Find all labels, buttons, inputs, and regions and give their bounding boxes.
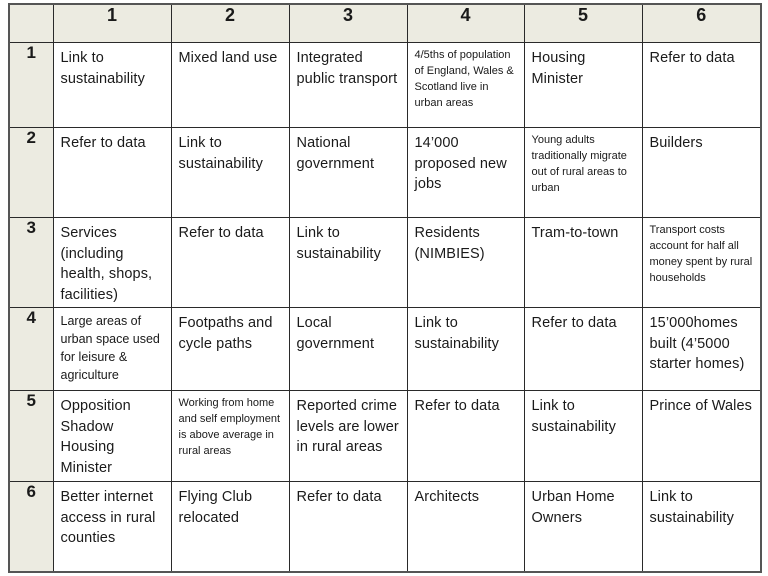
cell-text: Large areas of urban space used for leisure & agriculture — [60, 314, 160, 382]
cell-text: Link to sustainability — [178, 135, 263, 172]
corner-cell — [9, 4, 53, 43]
grid-cell — [407, 218, 524, 308]
cell-text: Working from home and self employment is above average in rural areas — [178, 397, 280, 457]
column-header-1: 1 — [53, 4, 171, 43]
grid-cell — [642, 391, 761, 482]
grid-cell — [524, 308, 642, 391]
grid-cell — [53, 308, 171, 391]
row-header-1: 1 — [9, 43, 53, 128]
cell-text: Flying Club relocated — [178, 489, 253, 526]
grid-cell — [289, 482, 407, 572]
cell-text: Link to sustainability — [60, 50, 145, 87]
grid-cell — [53, 482, 171, 572]
table-row-2 — [9, 128, 761, 218]
grid-cell — [642, 482, 761, 572]
cell-text: Tram-to-town — [531, 225, 619, 241]
grid-cell — [407, 128, 524, 218]
cell-text: Link to sustainability — [414, 315, 499, 352]
grid-cell — [407, 43, 524, 128]
cell-text: Housing Minister — [531, 50, 586, 87]
grid-cell — [289, 128, 407, 218]
grid-cell — [289, 308, 407, 391]
grid-cell — [171, 308, 289, 391]
column-header-3: 3 — [289, 4, 407, 43]
row-header-3: 3 — [9, 218, 53, 308]
cell-text: Link to sustainability — [649, 489, 734, 526]
grid-cell — [53, 128, 171, 218]
table-row-6 — [9, 482, 761, 572]
grid-cell — [407, 308, 524, 391]
grid-cell — [171, 391, 289, 482]
cell-text: Transport costs account for half all money spent by rural households — [649, 224, 753, 284]
cell-text: Services (including health, shops, facilities) — [60, 225, 153, 303]
grid-cell — [642, 128, 761, 218]
grid-cell — [53, 43, 171, 128]
cell-text: Opposition Shadow Housing Minister — [60, 398, 131, 476]
cell-text: Footpaths and cycle paths — [178, 315, 273, 352]
grid-cell — [171, 482, 289, 572]
grid-cell — [407, 391, 524, 482]
cell-text: 14’000 proposed new jobs — [414, 135, 507, 192]
grid-cell — [524, 128, 642, 218]
cell-text: Prince of Wales — [649, 398, 752, 414]
cell-text: Refer to data — [649, 50, 735, 66]
row-header-6: 6 — [9, 482, 53, 572]
grid-cell — [171, 218, 289, 308]
column-header-2: 2 — [171, 4, 289, 43]
cell-text: Refer to data — [296, 489, 382, 505]
table-row-3 — [9, 218, 761, 308]
grid-cell — [524, 43, 642, 128]
cell-text: Better internet access in rural counties — [60, 489, 156, 546]
cell-text: 15’000homes built (4’5000 starter homes) — [649, 315, 745, 372]
column-header-5: 5 — [524, 4, 642, 43]
grid-cell — [289, 43, 407, 128]
grid-cell — [171, 128, 289, 218]
grid-cell — [524, 391, 642, 482]
column-header-row — [9, 4, 761, 43]
cell-text: Residents (NIMBIES) — [414, 225, 485, 262]
row-header-5: 5 — [9, 391, 53, 482]
table-row-1 — [9, 43, 761, 128]
cell-text: Refer to data — [414, 398, 500, 414]
grid-cell — [642, 218, 761, 308]
cell-text: Architects — [414, 489, 480, 505]
table-row-4 — [9, 308, 761, 391]
cell-text: Integrated public transport — [296, 50, 398, 87]
row-header-4: 4 — [9, 308, 53, 391]
sustainability-grid-table — [8, 3, 762, 573]
cell-text: Refer to data — [531, 315, 617, 331]
grid-cell — [407, 482, 524, 572]
cell-text: Refer to data — [60, 135, 146, 151]
grid-cell — [289, 218, 407, 308]
row-header-2: 2 — [9, 128, 53, 218]
column-header-6: 6 — [642, 4, 761, 43]
grid-cell — [642, 308, 761, 391]
grid-cell — [53, 218, 171, 308]
cell-text: Local government — [296, 315, 375, 352]
cell-text: National government — [296, 135, 375, 172]
column-header-4: 4 — [407, 4, 524, 43]
cell-text: Refer to data — [178, 225, 264, 241]
grid-cell — [171, 43, 289, 128]
cell-text: Link to sustainability — [531, 398, 616, 435]
grid-cell — [53, 391, 171, 482]
cell-text: Young adults traditionally migrate out of rural areas to urban — [531, 134, 627, 194]
cell-text: Link to sustainability — [296, 225, 381, 262]
cell-text: Builders — [649, 135, 703, 151]
cell-text: Mixed land use — [178, 50, 278, 66]
grid-cell — [289, 391, 407, 482]
grid-cell — [524, 482, 642, 572]
cell-text: 4/5ths of population of England, Wales & Scotland live in urban areas — [414, 49, 514, 109]
grid-cell — [642, 43, 761, 128]
table-row-5 — [9, 391, 761, 482]
grid-cell — [524, 218, 642, 308]
cell-text: Reported crime levels are lower in rural areas — [296, 398, 399, 455]
cell-text: Urban Home Owners — [531, 489, 615, 526]
